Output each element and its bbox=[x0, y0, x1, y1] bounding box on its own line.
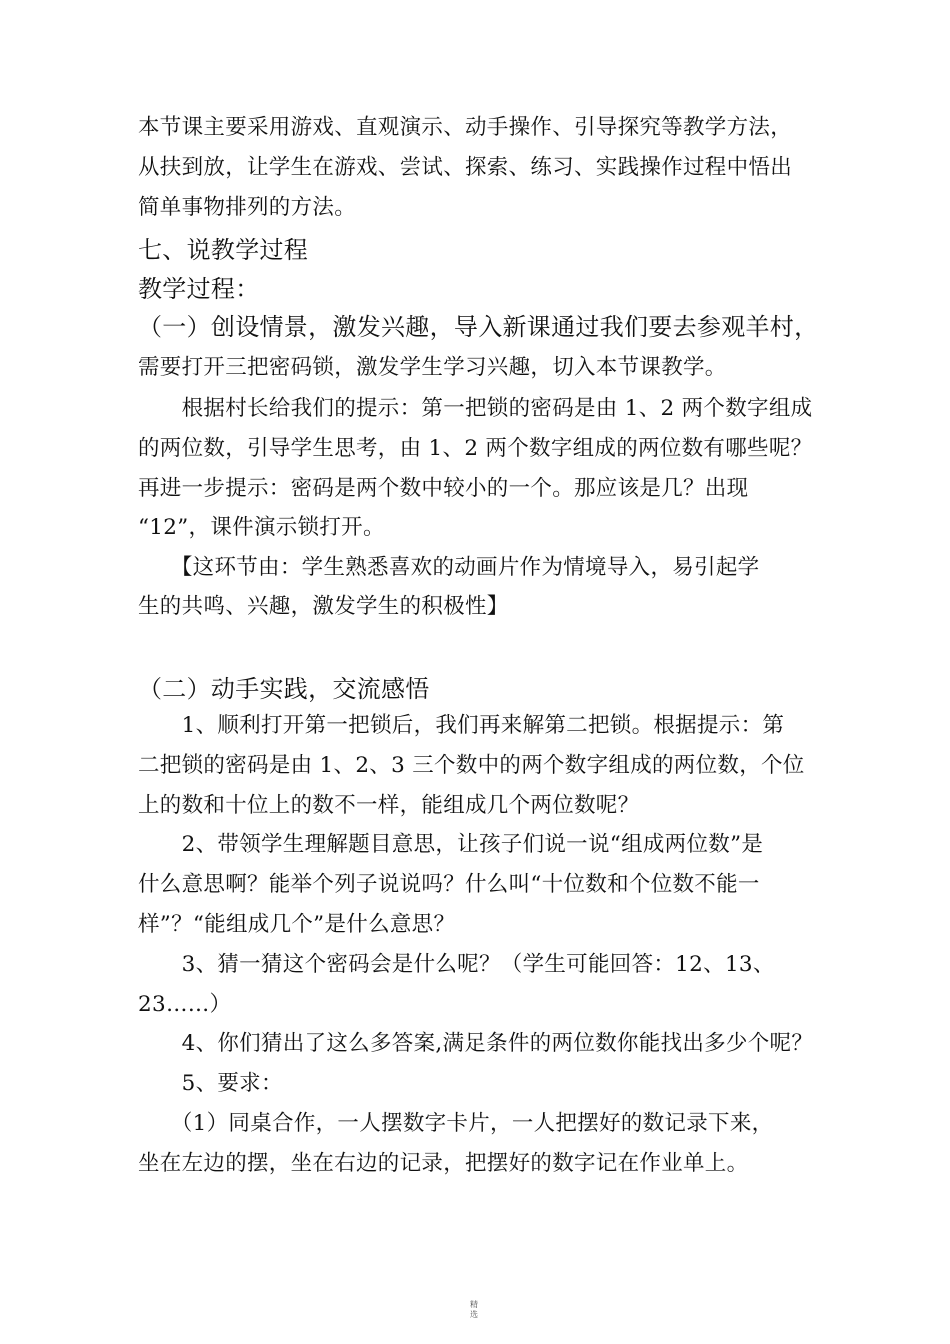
note-line: 【这环节由：学生熟悉喜欢的动画片作为情境导入，易引起学 bbox=[138, 555, 760, 580]
subsection-heading: （一）创设情景，激发兴趣，导入新课通过我们要去参观羊村， bbox=[138, 313, 819, 341]
paragraph-line: 坐在左边的摆，坐在右边的记录，把摆好的数字记在作业单上。 bbox=[138, 1151, 749, 1176]
paragraph-line: 样”？“能组成几个”是什么意思？ bbox=[138, 912, 456, 937]
paragraph-line: 根据村长给我们的提示：第一把锁的密码是由 1、2 两个数字组成 bbox=[138, 396, 813, 421]
paragraph-line: 5、要求： bbox=[138, 1071, 283, 1096]
paragraph-line: 本节课主要采用游戏、直观演示、动手操作、引导探究等教学方法， bbox=[138, 115, 793, 140]
subheading: 教学过程： bbox=[138, 275, 260, 303]
paragraph-line: 从扶到放，让学生在游戏、尝试、探索、练习、实践操作过程中悟出 bbox=[138, 155, 793, 180]
paragraph-line: 1、顺利打开第一把锁后，我们再来解第二把锁。根据提示：第 bbox=[138, 713, 785, 738]
footer-char: 选 bbox=[470, 1310, 478, 1319]
subsection-heading: （二）动手实践，交流感悟 bbox=[138, 675, 430, 703]
footer-char: 精 bbox=[470, 1300, 478, 1309]
paragraph-line: 简单事物排列的方法。 bbox=[138, 195, 357, 220]
paragraph-line: 4、你们猜出了这么多答案,满足条件的两位数你能找出多少个呢？ bbox=[138, 1031, 814, 1056]
paragraph-line: 2、带领学生理解题目意思，让孩子们说一说“组成两位数”是 bbox=[138, 832, 764, 857]
paragraph-line: 的两位数，引导学生思考，由 1、2 两个数字组成的两位数有哪些呢？ bbox=[138, 436, 813, 461]
page-footer bbox=[467, 1300, 481, 1320]
note-line: 生的共鸣、兴趣，激发学生的积极性】 bbox=[138, 594, 509, 619]
paragraph-line: 再进一步提示：密码是两个数中较小的一个。那应该是几？出现 bbox=[138, 476, 749, 501]
paragraph-line: “12”，课件演示锁打开。 bbox=[138, 515, 385, 540]
paragraph-line: 什么意思啊？能举个列子说说吗？什么叫“十位数和个位数不能一 bbox=[138, 872, 760, 897]
paragraph-line: 23……） bbox=[138, 992, 232, 1017]
paragraph-line: 二把锁的密码是由 1、2、3 三个数中的两个数字组成的两位数，个位 bbox=[138, 753, 805, 778]
paragraph-line: 3、猜一猜这个密码会是什么呢？（学生可能回答：12、13、 bbox=[138, 952, 775, 977]
paragraph-line: 需要打开三把密码锁，激发学生学习兴趣，切入本节课教学。 bbox=[138, 355, 727, 380]
section-heading: 七、说教学过程 bbox=[138, 236, 309, 264]
paragraph-line: 上的数和十位上的数不一样，能组成几个两位数呢？ bbox=[138, 793, 640, 818]
paragraph-line: （1）同桌合作，一人摆数字卡片，一人把摆好的数记录下来， bbox=[138, 1111, 774, 1136]
